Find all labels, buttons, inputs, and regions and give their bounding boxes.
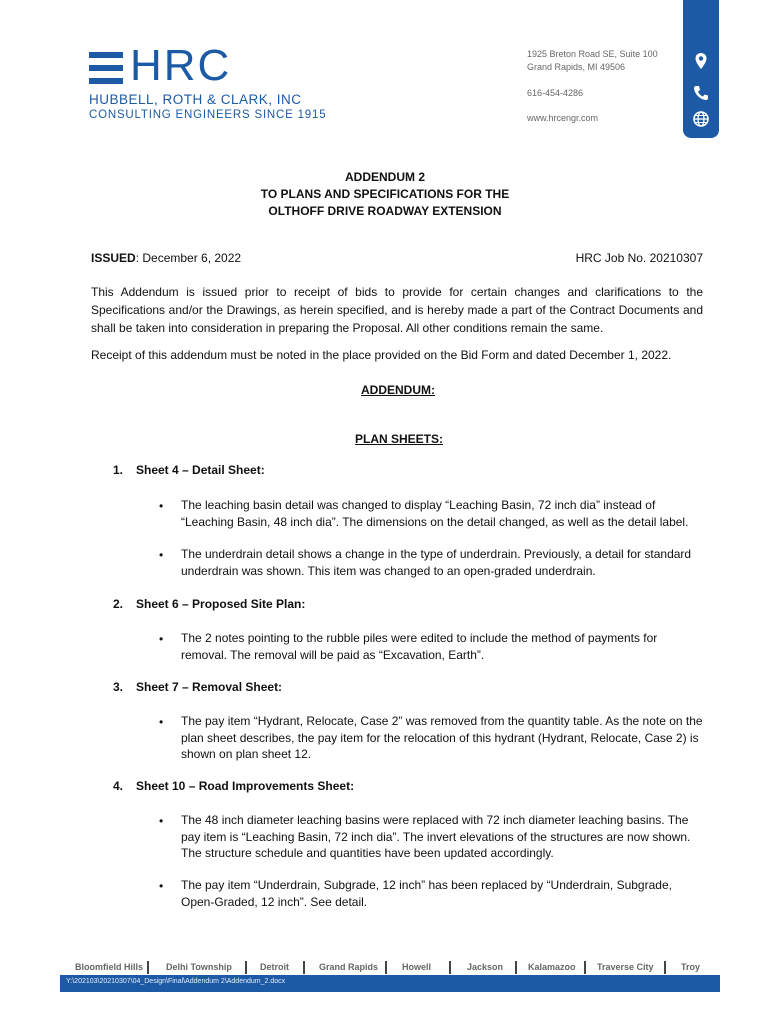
footer-divider	[664, 961, 666, 974]
bullet-text: The 48 inch diameter leaching basins were replaced with 72 inch diameter leaching basins. The pay item is “Leaching Basin, 72 inch dia”. The invert elevations of the structures are now shown. The structure schedule and quantities have been updated accordingly.	[181, 813, 691, 860]
office-delhi-township: Delhi Township	[166, 962, 232, 972]
office-traverse-city: Traverse City	[597, 962, 654, 972]
footer-divider	[147, 961, 149, 974]
item-title: Sheet 7 – Removal Sheet:	[136, 680, 283, 694]
title-line-1: ADDENDUM 2	[344, 170, 425, 184]
logo-bars-icon	[89, 52, 123, 86]
bullet-text: The 2 notes pointing to the rubble piles were edited to include the method of payments for removal. The removal will be paid as “Excavation, Earth”.	[181, 631, 658, 662]
contact-icon-bar	[683, 0, 719, 138]
phone-icon	[692, 84, 710, 102]
issued-date-value: : December 6, 2022	[135, 251, 242, 265]
item-title: Sheet 4 – Detail Sheet:	[136, 463, 265, 477]
footer-divider	[303, 961, 305, 974]
address-line-2: Grand Rapids, MI 49506	[527, 62, 626, 72]
intro-paragraph: This Addendum is issued prior to receipt of bids to provide for certain changes and clarifications to the Specifications and/or the Drawings, as herein specified, and is hereby made a part of the Contract Documents and shall be taken into consideration in preparing the Proposal. All other conditions remain the same.	[91, 285, 703, 335]
job-number: HRC Job No. 20210307	[575, 251, 703, 265]
office-grand-rapids: Grand Rapids	[319, 962, 379, 972]
office-kalamazoo: Kalamazoo	[528, 962, 576, 972]
item-title: Sheet 10 – Road Improvements Sheet:	[136, 779, 355, 793]
footer-divider	[515, 961, 517, 974]
office-jackson: Jackson	[467, 962, 504, 972]
item-number: 2.	[113, 597, 124, 611]
address-line-1: 1925 Breton Road SE, Suite 100	[527, 49, 658, 59]
title-line-3: OLTHOFF DRIVE ROADWAY EXTENSION	[268, 204, 502, 218]
addendum-heading: ADDENDUM:	[361, 383, 435, 397]
item-number: 4.	[113, 779, 124, 793]
item-number: 3.	[113, 680, 124, 694]
plan-sheets-heading: PLAN SHEETS:	[355, 432, 444, 446]
footer-divider	[245, 961, 247, 974]
company-name: HUBBELL, ROTH & CLARK, INC	[89, 92, 302, 107]
website-link[interactable]: www.hrcengr.com	[527, 113, 599, 123]
file-path: Y:\202103\20210307\04_Design\Final\Addendum 2\Addendum_2.docx	[66, 978, 286, 985]
bullet-icon: •	[159, 879, 164, 893]
bullet-text: The pay item “Hydrant, Relocate, Case 2” was removed from the quantity table. As the note on the plan sheet describes, the pay item for the relocation of this hydrant (Hydrant, Relocate, Case 2) is shown on plan sheet 12.	[181, 714, 703, 761]
office-bloomfield-hills: Bloomfield Hills	[75, 962, 144, 972]
title-line-2: TO PLANS AND SPECIFICATIONS FOR THE	[260, 187, 510, 201]
footer-divider	[449, 961, 451, 974]
bullet-icon: •	[159, 548, 164, 562]
bullet-icon: •	[159, 715, 164, 729]
office-howell: Howell	[402, 962, 432, 972]
footer-divider	[385, 961, 387, 974]
bullet-icon: •	[159, 499, 164, 513]
issued-label: ISSUED	[91, 251, 136, 265]
logo-letters: HRC	[130, 41, 232, 90]
company-tagline: CONSULTING ENGINEERS SINCE 1915	[89, 109, 327, 121]
globe-icon	[692, 110, 710, 128]
receipt-note: Receipt of this addendum must be noted in the place provided on the Bid Form and dated December 1, 2022.	[91, 348, 672, 362]
bullet-text: The pay item “Underdrain, Subgrade, 12 inch” has been replaced by “Underdrain, Subgrade, Open-Graded, 12 inch”. See detail.	[181, 878, 672, 909]
item-title: Sheet 6 – Proposed Site Plan:	[136, 597, 306, 611]
location-pin-icon	[692, 52, 710, 70]
office-detroit: Detroit	[260, 962, 289, 972]
office-troy: Troy	[681, 962, 701, 972]
bullet-text: The leaching basin detail was changed to display “Leaching Basin, 72 inch dia” instead of “Leaching Basin, 48 inch dia”. The dimensions on the detail changed, as well as the detail label.	[181, 498, 689, 529]
footer-divider	[584, 961, 586, 974]
item-number: 1.	[113, 463, 124, 477]
bullet-icon: •	[159, 632, 164, 646]
issued-date	[91, 251, 241, 265]
bullet-text: The underdrain detail shows a change in the type of underdrain. Previously, a detail for standard underdrain was shown. This item was changed to an open-graded underdrain.	[181, 547, 692, 578]
phone-number: 616-454-4286	[527, 88, 584, 98]
bullet-icon: •	[159, 814, 164, 828]
